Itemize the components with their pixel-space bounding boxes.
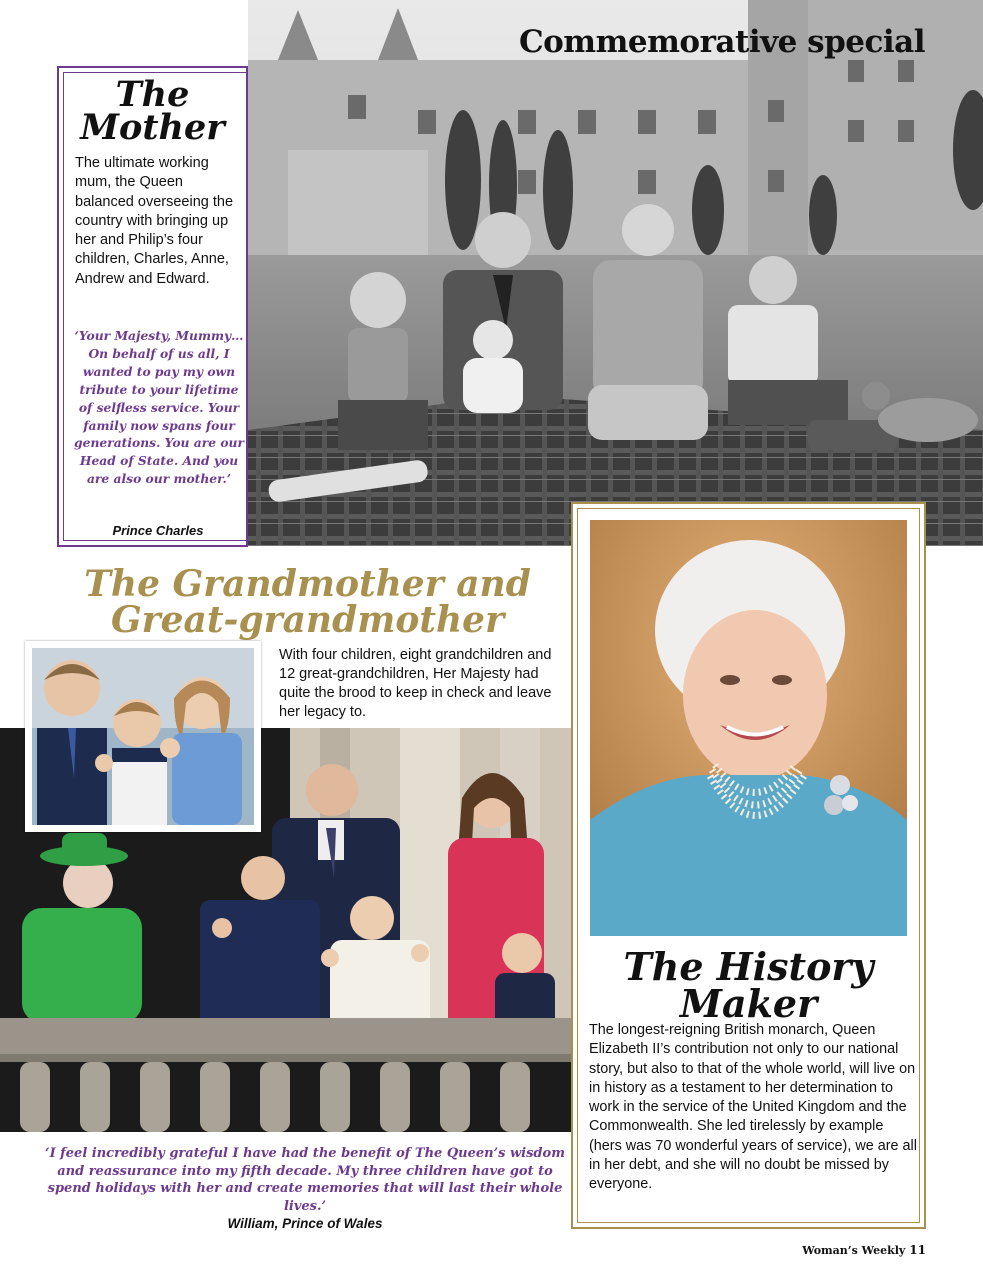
mother-panel — [57, 66, 248, 547]
mother-heading — [59, 74, 246, 148]
section-title: Commemorative special — [518, 24, 925, 60]
william-quote: ‘I feel incredibly grateful I have had the benefit of The Queen’s wisdom and reassurance into my fifth decade. My three children have got to spend holidays with her and create memories that will last their whole lives.’ — [45, 1146, 565, 1214]
william-quote-attribution: William, Prince of Wales — [227, 1216, 383, 1231]
mother-quote-attribution: Prince Charles — [112, 523, 204, 538]
history-heading-line1: The History — [623, 944, 874, 989]
history-heading-line2: Maker — [679, 981, 818, 1026]
mother-quote: ‘Your Majesty, Mummy… On behalf of us all, I wanted to pay my own tribute to your lifetime of selfless service. Your family now spans four generations. You are our Head of State. And you are also our mother.’ — [74, 328, 244, 487]
page-footer — [802, 1243, 926, 1257]
page-number: 11 — [909, 1243, 926, 1257]
history-body-text: The longest-reigning British monarch, Queen Elizabeth II’s contribution not only to our national story, but also to that of the whole world, will live on in history as a testament to her determination to work in the service of the United Kingdom and the Commonwealth. She led tirelessly by example (hers was 70 wonderful years of service), we are all in her debt, and she will no doubt be missed by everyone. — [589, 1022, 917, 1193]
mother-body-text: The ultimate working mum, the Queen balanced overseeing the country with bringing up her and Philip’s four children, Charles, Anne, Andrew and Edward. — [75, 155, 234, 287]
grandmother-heading-line1: The Grandmother and — [84, 563, 531, 605]
queen-portrait-photo — [590, 520, 907, 936]
history-maker-panel — [571, 502, 926, 1229]
great-grandchildren-photo — [25, 641, 261, 832]
family-photo-balmoral — [248, 0, 983, 546]
history-heading — [573, 944, 924, 1026]
mother-heading-line1: The — [115, 74, 190, 115]
magazine-name: Woman’s Weekly — [802, 1244, 906, 1257]
mother-heading-line2: Mother — [80, 107, 225, 148]
grandmother-heading-line2: Great-grandmother — [110, 599, 505, 641]
grandmother-body-text: With four children, eight grandchildren and 12 great-grandchildren, Her Majesty had quite the brood to keep in check and leave her legacy to. — [279, 647, 552, 720]
grandmother-heading — [60, 563, 555, 641]
